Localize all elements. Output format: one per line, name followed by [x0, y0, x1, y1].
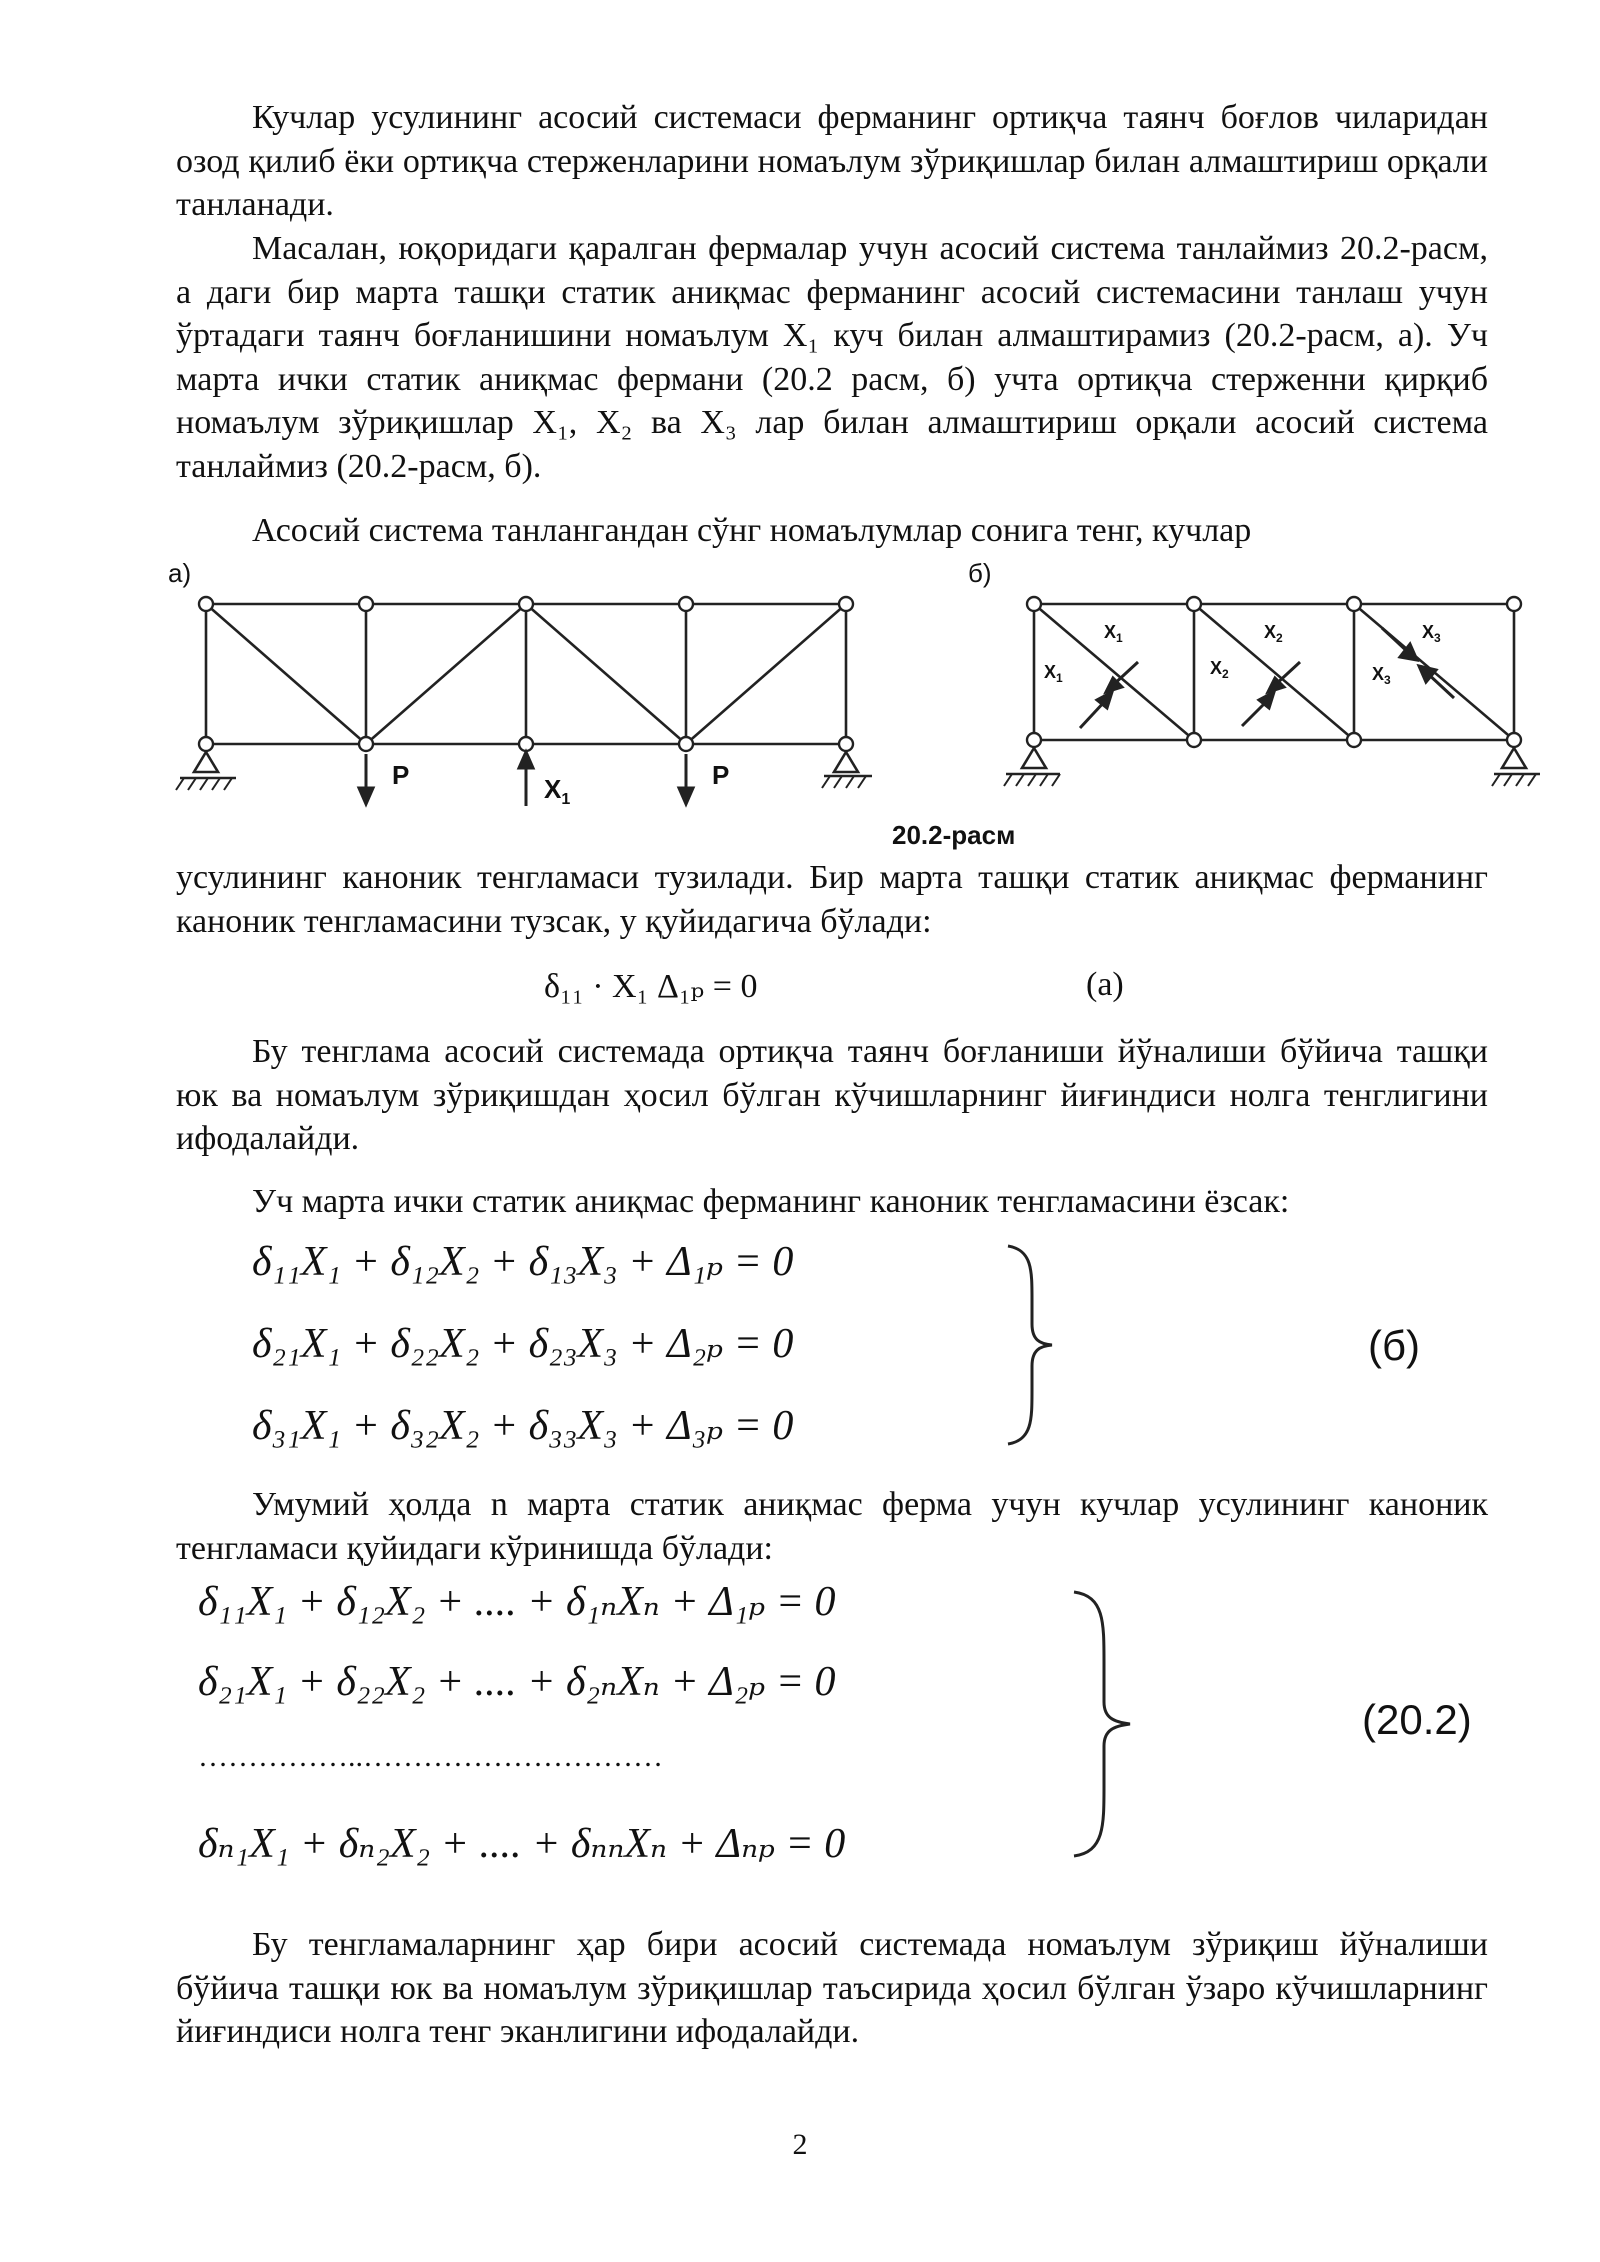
unknown-label-a: $X_1$: [544, 774, 571, 808]
equation-a-tag: (а): [1086, 966, 1124, 1003]
system-b-line-3: δ₃₁X₁ + δ₃₂X₂ + δ₃₃X₃ + Δ₃ₚ = 0: [252, 1403, 794, 1449]
paragraph-8: Бу тенгламаларнинг ҳар бири асосий системада номаълум зўриқиш йўналиши бўйича ташқи юк ва номаълум зўриқишлар таъсирида ҳосил бўлган ўзаро кўчишларнинг йиғиндиси нолга тенг эканлигини ифодалайди.: [176, 1926, 1488, 2050]
system-b-line-1: δ₁₁X₁ + δ₁₂X₂ + δ₁₃X₃ + Δ₁ₚ = 0: [252, 1239, 794, 1285]
paragraph-6: Уч марта ички статик аниқмас ферманинг каноник тенгламасини ёзсак:: [252, 1183, 1290, 1220]
figure-caption: 20.2-расм: [892, 820, 1016, 850]
paragraph-1: Кучлар усулининг асосий системаси ферманинг ортиқча таянч боғлов чиларидан озод қилиб ёки ортиқча стерженларини номаълум зўриқишлар билан алмаштириш орқали танланади.: [176, 99, 1488, 223]
unknown-label-b2-bottom: $X_2$: [1210, 658, 1229, 681]
load-label-left: P: [392, 760, 410, 790]
paragraph-5: Бу тенглама асосий системада ортиқча таянч боғланиши йўналиши бўйича ташқи юк ва номаълум зўриқишдан ҳосил бўлган кўчишларнинг йиғиндиси нолга тенглигини ифодалайди.: [176, 1033, 1488, 1157]
system-20-2-line-1: δ₁₁X₁ + δ₁₂X₂ + .... + δ₁ₙXₙ + Δ₁ₚ = 0: [198, 1579, 836, 1625]
paragraph-4: усулининг каноник тенгламаси тузилади. Бир марта ташқи статик аниқмас ферманинг каноник тенгламасини тузсак, у қуйидагича бўлади:: [176, 859, 1488, 940]
load-label-right: P: [712, 760, 730, 790]
system-20-2-brace: [1068, 1586, 1138, 1862]
unknown-label-b3-top: $X_3$: [1422, 622, 1441, 645]
paragraph-2: Масалан, юқоридаги қаралган фермалар учун асосий система танлаймиз 20.2-расм, а даги бир марта ташқи статик аниқмас ферманинг асосий системасини танлаш учун ўртадаги таянч боғланишини номаълум X₁ куч билан алмаштирамиз (20.2-расм, а). Уч марта ички статик аниқмас фермани (20.2 расм, б) учта ортиқча стерженни қирқиб номаълум зўриқишлар X₁, X₂ ва X₃ лар билан алмаштириш орқали асосий система танлаймиз (20.2-расм, б).: [176, 230, 1488, 485]
equation-a: δ₁₁ · X₁ Δ₁ₚ = 0: [544, 968, 758, 1005]
system-20-2-line-4: δₙ₁X₁ + δₙ₂X₂ + .... + δₙₙXₙ + Δₙₚ = 0: [198, 1821, 846, 1867]
truss-figure: [160, 562, 1560, 852]
unknown-label-b1-top: $X_1$: [1104, 622, 1123, 645]
page-number: 2: [792, 2128, 808, 2161]
system-20-2-ellipsis: ……………..…………………………: [198, 1740, 663, 1773]
figure-label-a: а): [168, 562, 192, 588]
unknown-label-b2-top: $X_2$: [1264, 622, 1283, 645]
unknown-label-b1-bottom: $X_1$: [1044, 662, 1063, 685]
paragraph-3: Асосий система танлангандан сўнг номаълумлар сонига тенг, кучлар: [252, 512, 1252, 549]
system-b-line-2: δ₂₁X₁ + δ₂₂X₂ + δ₂₃X₃ + Δ₂ₚ = 0: [252, 1321, 794, 1367]
figure-label-b: б): [968, 562, 992, 588]
system-20-2-line-2: δ₂₁X₁ + δ₂₂X₂ + .... + δ₂ₙXₙ + Δ₂ₚ = 0: [198, 1659, 836, 1705]
system-20-2-tag: (20.2): [1362, 1696, 1472, 1743]
system-b-brace: [1002, 1240, 1062, 1450]
paragraph-7: Умумий ҳолда n марта статик аниқмас ферма учун кучлар усулининг каноник тенгламаси қуйидаги кўринишда бўлади:: [176, 1486, 1488, 1567]
unknown-label-b3-bottom: $X_3$: [1372, 664, 1391, 687]
system-b-tag: (б): [1368, 1322, 1421, 1369]
